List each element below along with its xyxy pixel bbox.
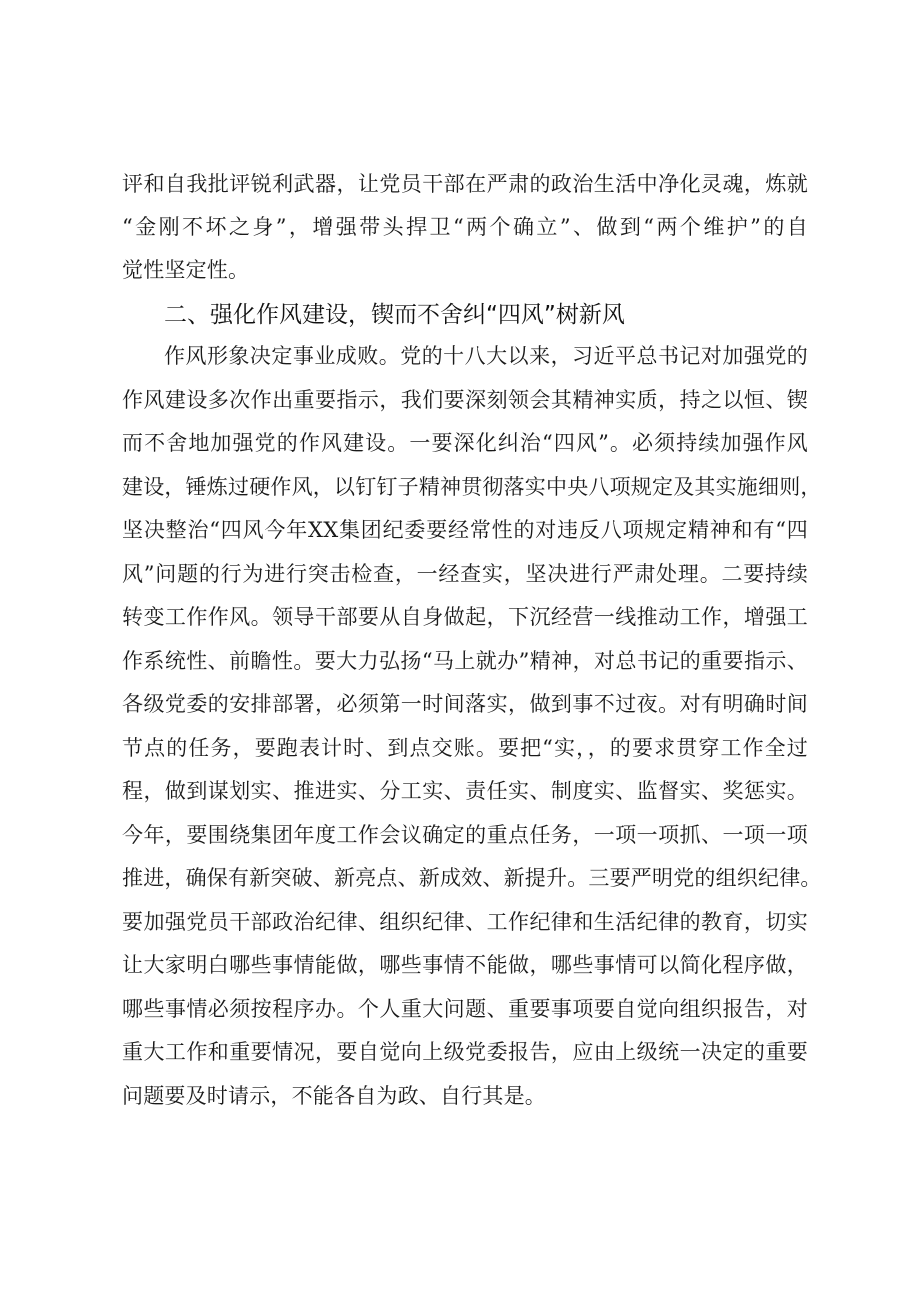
body-line-14: 要加强党员干部政治纪律、组织纪律、工作纪律和生活纪律的教育，切实: [122, 910, 808, 934]
body-line-17: 重大工作和重要情况，要自觉向上级党委报告，应由上级统一决定的重要: [122, 1040, 808, 1064]
body-line-18: 问题要及时请示，不能各自为政、自行其是。: [122, 1084, 546, 1108]
body-line-7: 转变工作作风。领导干部要从自身做起，下沉经营一线推动工作，增强工: [122, 605, 808, 629]
body-line-9: 各级党委的安排部署，必须第一时间落实，做到事不过夜。对有明确时间: [122, 692, 808, 716]
body-line-3: 而不舍地加强党的作风建设。一要深化纠治“四风”。必须持续加强作风: [122, 431, 808, 455]
body-line-12: 今年，要围绕集团年度工作会议确定的重点任务，一项一项抓、一项一项: [122, 823, 808, 847]
intro-line-1: 评和自我批评锐利武器，让党员干部在严肃的政治生活中净化灵魂，炼就: [122, 172, 808, 196]
body-line-13: 推进，确保有新突破、新亮点、新成效、新提升。三要严明党的组织纪律。: [122, 866, 822, 890]
body-line-11: 程，做到谋划实、推进实、分工实、责任实、制度实、监督实、奖惩实。: [122, 779, 808, 803]
body-line-6: 风”问题的行为进行突击检查，一经查实，坚决进行严肃处理。二要持续: [122, 562, 808, 586]
intro-line-2: “金刚不坏之身”，增强带头捍卫“两个确立”、做到“两个维护”的自: [122, 215, 808, 239]
intro-line-3: 觉性坚定性。: [122, 258, 250, 282]
body-line-1: 作风形象决定事业成败。党的十八大以来，习近平总书记对加强党的: [164, 344, 808, 368]
body-line-10: 节点的任务，要跑表计时、到点交账。要把“实，，的要求贯穿工作全过: [122, 736, 808, 760]
body-line-15: 让大家明白哪些事情能做，哪些事情不能做，哪些事情可以简化程序做，: [122, 953, 808, 977]
body-line-2: 作风建设多次作出重要指示，我们要深刻领会其精神实质，持之以恒、锲: [122, 388, 808, 412]
body-line-5: 坚决整治“四风今年XX集团纪委要经常性的对违反八项规定精神和有“四: [122, 518, 808, 542]
body-line-8: 作系统性、前瞻性。要大力弘扬“马上就办”精神，对总书记的重要指示、: [122, 649, 808, 673]
body-line-16: 哪些事情必须按程序办。个人重大问题、重要事项要自觉向组织报告，对: [122, 997, 808, 1021]
section-heading: 二、强化作风建设，锲而不舍纠“四风”树新风: [164, 302, 625, 328]
body-line-4: 建设，锤炼过硬作风，以钉钉子精神贯彻落实中央八项规定及其实施细则，: [122, 475, 822, 499]
